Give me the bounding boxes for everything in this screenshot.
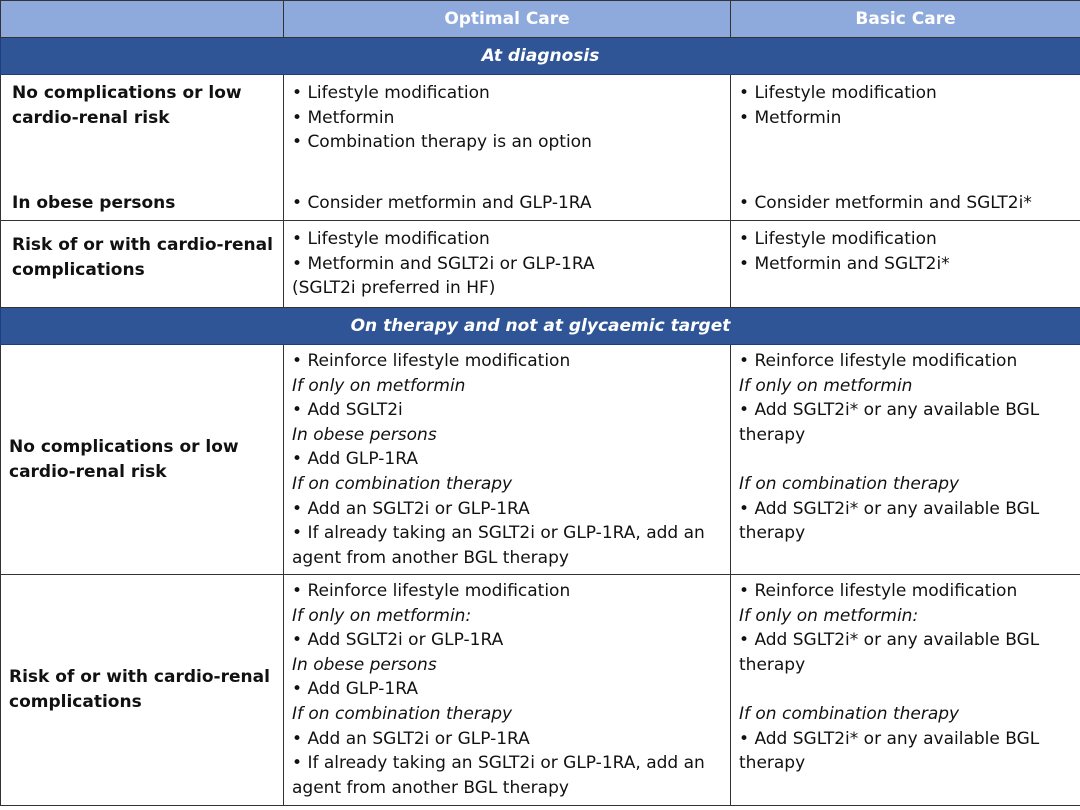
- table-row: [1, 75, 1080, 221]
- spacer: [739, 677, 1072, 702]
- section-row: [1, 308, 1080, 345]
- table-row: [1, 345, 1080, 575]
- basic-care-cell: [731, 75, 1080, 221]
- list-item: • Reinforce lifestyle modification: [292, 579, 722, 604]
- row-label-cell: [1, 345, 284, 575]
- list-item: • Add SGLT2i* or any available BGL: [739, 497, 1072, 522]
- row-label: Risk of or with cardio-renal complications: [9, 667, 270, 712]
- row-label: No complications or low cardio-renal risk: [12, 83, 242, 128]
- row-label: No complications or low cardio-renal risk: [9, 436, 239, 482]
- list-item: • Add SGLT2i or GLP-1RA: [292, 628, 722, 653]
- list-item-continued: therapy: [739, 523, 806, 544]
- list-item: • Metformin: [292, 106, 722, 131]
- section-title-at-diagnosis: At diagnosis: [1, 38, 1080, 75]
- header-optimal-care: Optimal Care: [284, 1, 731, 38]
- list-heading: If only on metformin: [292, 375, 466, 396]
- list-item: • If already taking an SGLT2i or GLP-1RA, add an: [292, 751, 722, 776]
- row-label: Risk of or with cardio-renal complications: [12, 235, 273, 280]
- list-item: • Lifestyle modification: [739, 227, 1072, 252]
- list-heading: If on combination therapy: [739, 473, 960, 494]
- list-item: • Lifestyle modification: [739, 81, 1072, 106]
- list-item: • Consider metformin and GLP-1RA: [292, 191, 592, 216]
- list-item-continued: therapy: [739, 654, 806, 675]
- list-heading: If only on metformin:: [739, 605, 919, 626]
- list-item: • Lifestyle modification: [292, 81, 722, 106]
- list-heading: If on combination therapy: [292, 703, 513, 724]
- list-item: • Add SGLT2i* or any available BGL: [739, 398, 1072, 423]
- optimal-care-cell: [284, 221, 731, 308]
- section-title-on-therapy: On therapy and not at glycaemic target: [1, 308, 1080, 345]
- list-item: • Add an SGLT2i or GLP-1RA: [292, 497, 722, 522]
- list-item-note: (SGLT2i preferred in HF): [292, 278, 496, 299]
- row-label-cell: [1, 575, 284, 806]
- table-row: [1, 575, 1080, 806]
- table-row: [1, 221, 1080, 308]
- list-heading: If on combination therapy: [739, 703, 960, 724]
- list-item: • Add an SGLT2i or GLP-1RA: [292, 727, 722, 752]
- list-item: • Lifestyle modification: [292, 227, 722, 252]
- list-item: • Add SGLT2i* or any available BGL: [739, 727, 1072, 752]
- list-item: • Combination therapy is an option: [292, 130, 722, 155]
- list-heading: If only on metformin:: [292, 605, 472, 626]
- list-item-continued: therapy: [739, 753, 806, 774]
- list-item: • Consider metformin and SGLT2i*: [739, 191, 1032, 216]
- list-item: • If already taking an SGLT2i or GLP-1RA, add an: [292, 521, 722, 546]
- header-blank: [1, 1, 284, 38]
- list-heading: If only on metformin: [739, 375, 913, 396]
- row-label-cell: [1, 75, 284, 221]
- list-item-continued: therapy: [739, 424, 806, 445]
- list-item: • Add GLP-1RA: [292, 677, 722, 702]
- list-item: • Reinforce lifestyle modification: [292, 349, 722, 374]
- list-item: • Metformin: [739, 106, 1072, 131]
- list-item: • Add SGLT2i: [292, 398, 722, 423]
- list-item: • Reinforce lifestyle modification: [739, 349, 1072, 374]
- optimal-care-cell: [284, 575, 731, 806]
- row-label-cell: [1, 221, 284, 308]
- list-heading: In obese persons: [292, 654, 437, 675]
- header-row: [1, 1, 1080, 38]
- list-item-continued: agent from another BGL therapy: [292, 547, 569, 568]
- optimal-care-cell: [284, 345, 731, 575]
- optimal-care-cell: [284, 75, 731, 221]
- basic-care-cell: [731, 575, 1080, 806]
- list-item: • Reinforce lifestyle modification: [739, 579, 1072, 604]
- list-item: • Metformin and SGLT2i*: [739, 252, 1072, 277]
- list-item: • Add SGLT2i* or any available BGL: [739, 628, 1072, 653]
- list-item: • Add GLP-1RA: [292, 447, 722, 472]
- list-item: • Metformin and SGLT2i or GLP-1RA: [292, 252, 722, 277]
- list-heading: In obese persons: [292, 424, 437, 445]
- spacer: [739, 447, 1072, 472]
- section-row: [1, 38, 1080, 75]
- list-item-continued: agent from another BGL therapy: [292, 777, 569, 798]
- basic-care-cell: [731, 221, 1080, 308]
- list-heading: If on combination therapy: [292, 473, 513, 494]
- header-basic-care: Basic Care: [731, 1, 1080, 38]
- basic-care-cell: [731, 345, 1080, 575]
- row-sublabel: In obese persons: [12, 193, 176, 213]
